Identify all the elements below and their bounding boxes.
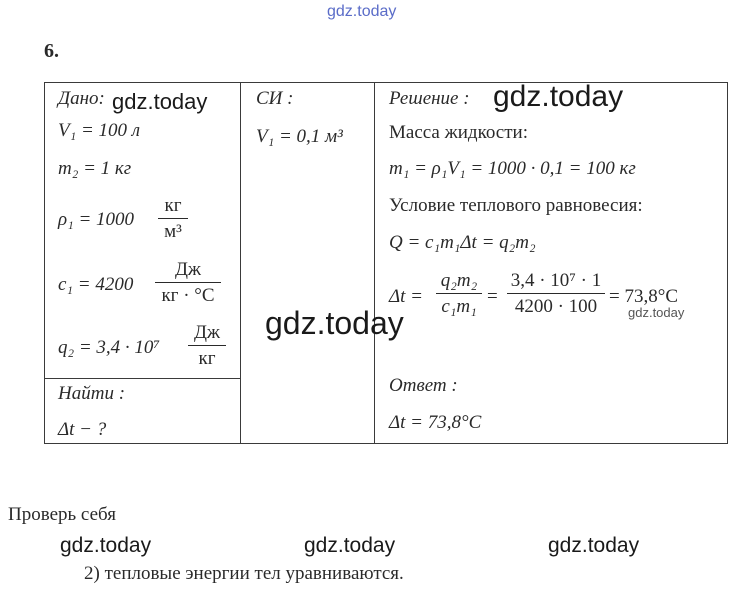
dt-symbolic-fraction — [436, 270, 482, 318]
watermark-small: gdz.today — [628, 305, 685, 320]
dt-numeric-denominator: 4200 · 100 — [514, 296, 598, 317]
given-volume: V₁ = 100 л — [58, 120, 141, 141]
given-density: ρ₁ = 1000 — [58, 209, 135, 230]
watermark-center: gdz.today — [265, 305, 404, 341]
specific-heat-unit-denominator: кг · °C — [161, 285, 215, 306]
combustion-unit-numerator: Дж — [193, 322, 221, 343]
given-mass: m₂ = 1 кг — [58, 158, 132, 179]
density-unit-fraction — [158, 195, 188, 243]
solution-table — [44, 82, 728, 444]
solution-equilibrium-label: Условие теплового равновесия: — [389, 195, 643, 216]
specific-heat-unit-fraction — [155, 259, 221, 307]
given-heat-of-combustion: q₂ = 3,4 · 10⁷ — [58, 337, 161, 358]
solution-dt-lhs: Δt = — [389, 286, 424, 307]
solution-liquid-mass-formula: m₁ = ρ₁V₁ = 1000 · 0,1 = 100 кг — [389, 158, 636, 179]
fraction-bar — [155, 282, 221, 283]
find-heading: Найти : — [58, 383, 126, 404]
solution-liquid-mass-label: Масса жидкости: — [389, 122, 528, 143]
check-item: 2) тепловые энергии тел уравниваются. — [84, 563, 404, 584]
watermark-bottom-center: gdz.today — [304, 534, 396, 557]
given-specific-heat: c₁ = 4200 — [58, 274, 134, 295]
find-value: Δt − ? — [58, 419, 107, 440]
solution-equilibrium-formula: Q = c₁m₁Δt = q₂m₂ — [389, 232, 536, 253]
answer-heading: Ответ : — [389, 375, 458, 396]
column-divider-given — [240, 82, 241, 444]
watermark-bottom-left: gdz.today — [60, 534, 152, 557]
combustion-unit-fraction — [188, 322, 226, 370]
check-heading: Проверь себя — [8, 504, 116, 525]
si-volume: V₁ = 0,1 м³ — [256, 126, 343, 147]
given-heading: Дано: — [58, 88, 105, 109]
specific-heat-unit-numerator: Дж — [174, 259, 202, 280]
watermark-solution: gdz.today — [493, 80, 624, 113]
density-unit-numerator: кг — [164, 195, 182, 216]
dt-numeric-numerator: 3,4 · 10⁷ · 1 — [510, 270, 602, 291]
column-divider-si — [374, 82, 375, 444]
dt-symbolic-denominator: c₁m₁ — [441, 296, 477, 317]
density-unit-denominator: м³ — [164, 221, 182, 242]
combustion-unit-denominator: кг — [198, 348, 216, 369]
dt-numeric-fraction — [507, 270, 605, 318]
dt-symbolic-numerator: q₂m₂ — [440, 270, 478, 291]
si-heading: СИ : — [256, 88, 294, 109]
fraction-bar — [436, 293, 482, 294]
problem-number: 6. — [44, 40, 59, 62]
fraction-bar — [158, 218, 188, 219]
watermark-given: gdz.today — [112, 89, 208, 114]
solution-heading: Решение : — [389, 88, 470, 109]
row-divider-find — [44, 378, 241, 379]
solution-result: = 73,8°C — [609, 286, 678, 307]
solution-equals: = — [487, 286, 498, 307]
fraction-bar — [188, 345, 226, 346]
answer-value: Δt = 73,8°C — [389, 412, 482, 433]
watermark-bottom-right: gdz.today — [548, 534, 640, 557]
fraction-bar — [507, 293, 605, 294]
watermark-top: gdz.today — [327, 3, 397, 20]
